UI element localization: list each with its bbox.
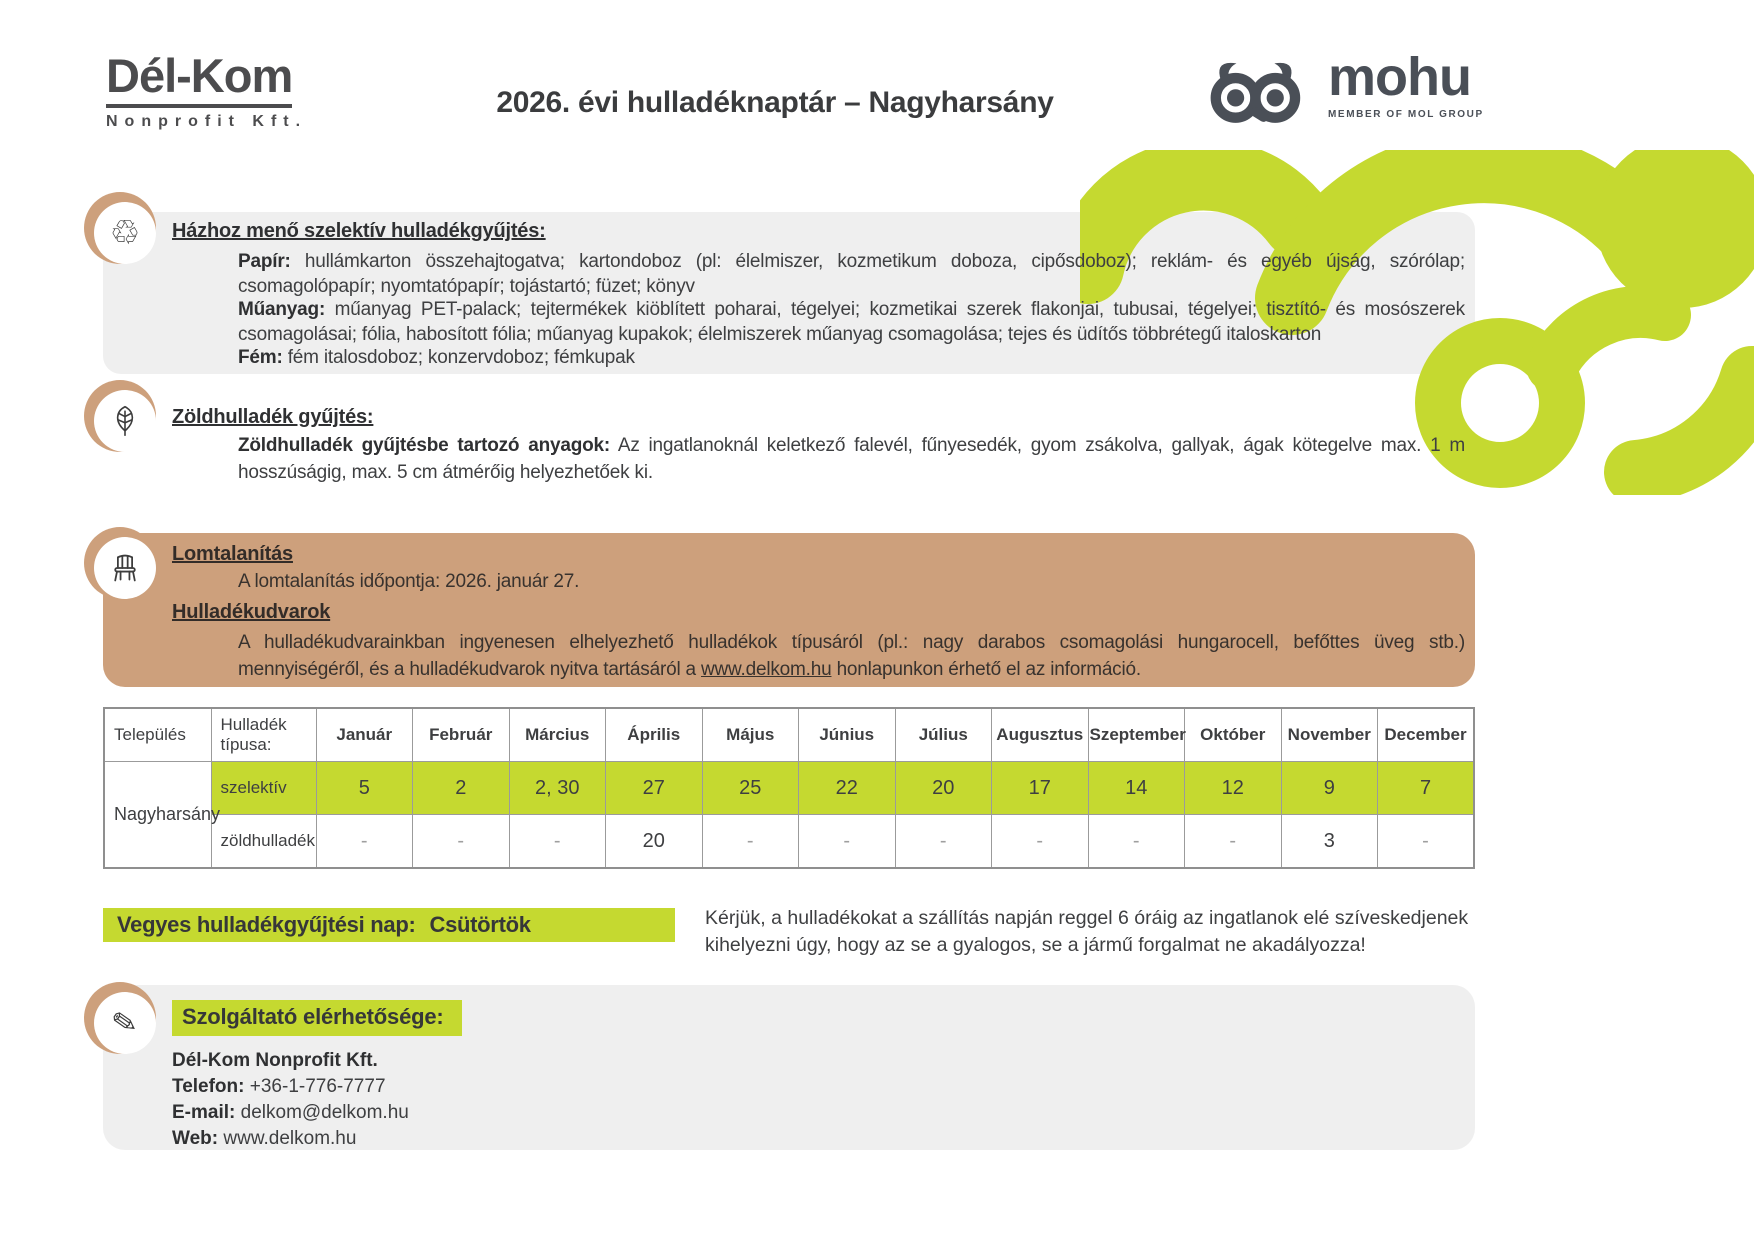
col-month: December xyxy=(1378,708,1475,762)
green-heading: Zöldhulladék gyűjtés: xyxy=(172,406,374,428)
contact-phone-line: Telefon: +36-1-776-7777 xyxy=(172,1076,386,1097)
yards-heading: Hulladékudvarok xyxy=(172,601,331,623)
col-month: Október xyxy=(1185,708,1282,762)
col-month: Május xyxy=(702,708,799,762)
day-cell: 17 xyxy=(992,762,1089,815)
bulky-date-line: A lomtalanítás időpontja: 2026. január 27. xyxy=(238,571,580,592)
delkom-website-link[interactable]: www.delkom.hu xyxy=(701,659,832,680)
selective-paper-label: Papír: xyxy=(238,251,291,272)
table-row-greenwaste xyxy=(104,815,1474,869)
selective-metal-line: Fém: fém italosdoboz; konzervdoboz; fémkupak xyxy=(238,347,635,368)
day-cell: - xyxy=(1378,815,1475,869)
day-cell: - xyxy=(316,815,413,869)
mixed-day-label: Vegyes hulladékgyűjtési nap: xyxy=(117,912,416,937)
mohu-logo-name: mohu xyxy=(1328,47,1471,107)
day-cell: 20 xyxy=(895,762,992,815)
day-cell: - xyxy=(895,815,992,869)
mixed-day-value: Csütörtök xyxy=(429,912,531,937)
col-month: Április xyxy=(606,708,703,762)
mohu-logo-tagline: MEMBER OF MOL GROUP xyxy=(1328,109,1484,121)
leaf-icon xyxy=(109,404,141,438)
contact-phone: +36-1-776-7777 xyxy=(249,1076,386,1097)
col-waste-type: Hulladék típusa: xyxy=(211,708,316,762)
green-paragraph: Zöldhulladék gyűjtésbe tartozó anyagok: Az ingatlanoknál keletkező falevél, fűnyesedék, gyom zsákolva, gallyak, ágak kötegelve max. 1 m hosszúságig, max. 5 cm átmérőig helyezhetőek ki. xyxy=(238,435,1466,483)
waste-type-cell: zöldhulladék xyxy=(211,815,316,869)
green-section-badge xyxy=(92,388,168,464)
day-cell: - xyxy=(799,815,896,869)
day-cell: - xyxy=(702,815,799,869)
delkom-logo-subtitle: Nonprofit Kft. xyxy=(106,113,308,130)
delkom-logo xyxy=(106,49,308,131)
recycle-icon: ♲ xyxy=(109,213,141,253)
contact-email: delkom@delkom.hu xyxy=(240,1102,409,1123)
selective-plastic-label: Műanyag: xyxy=(238,299,326,320)
col-month: Augusztus xyxy=(992,708,1089,762)
day-cell: 2 xyxy=(413,762,510,815)
bulky-heading: Lomtalanítás xyxy=(172,543,293,565)
selective-section-badge xyxy=(92,200,168,276)
day-cell: 22 xyxy=(799,762,896,815)
col-month: Február xyxy=(413,708,510,762)
chair-icon xyxy=(109,552,141,584)
green-label: Zöldhulladék gyűjtésbe tartozó anyagok: xyxy=(238,435,611,456)
col-month: Július xyxy=(895,708,992,762)
day-cell: 7 xyxy=(1378,762,1475,815)
day-cell: 2, 30 xyxy=(509,762,606,815)
col-month: Szeptember xyxy=(1088,708,1185,762)
day-cell: 12 xyxy=(1185,762,1282,815)
col-month: Március xyxy=(509,708,606,762)
table-row-selective xyxy=(104,762,1474,815)
contact-web-line: Web: www.delkom.hu xyxy=(172,1128,357,1149)
day-cell: 27 xyxy=(606,762,703,815)
col-month: Január xyxy=(316,708,413,762)
selective-metal-label: Fém: xyxy=(238,347,283,368)
mixed-day-bar xyxy=(103,908,675,942)
table-header-row xyxy=(104,708,1474,762)
selective-heading: Házhoz menő szelektív hulladékgyűjtés: xyxy=(172,220,546,242)
day-cell: 14 xyxy=(1088,762,1185,815)
day-cell: - xyxy=(1088,815,1185,869)
contact-email-line: E-mail: delkom@delkom.hu xyxy=(172,1102,409,1123)
yards-paragraph: A hulladékudvarainkban ingyenesen elhelyezhető hulladékok típusáról (pl.: nagy darabos csomagolási hungarocell, befőttes üveg stb.) mennyiségéről, és a hulladékudvarok nyitva tartásáról a www.delkom.hu honlapunkon érhető el az információ. xyxy=(238,632,1465,680)
day-cell: 5 xyxy=(316,762,413,815)
day-cell: - xyxy=(509,815,606,869)
selective-plastic-line: Műanyag: műanyag PET-palack; tejtermékek kiöblített poharai, tégelyei; kozmetikai szerek flakonjai, tubusai, tégelyei; tisztító- és mosószerek csomagolásai; fólia, habosított fólia; műanyag kupakok; élelmiszerek műanyag csomagolása; tejes és üdítős többrétegű italoskarton xyxy=(238,299,1465,345)
bulky-section-badge xyxy=(92,535,168,611)
col-month: Június xyxy=(799,708,896,762)
col-settlement: Település xyxy=(104,708,211,762)
settlement-cell: Nagyharsány xyxy=(104,762,211,869)
waste-type-cell: szelektív xyxy=(211,762,316,815)
page-title: 2026. évi hulladéknaptár – Nagyharsány xyxy=(496,86,1054,119)
day-cell: 3 xyxy=(1281,815,1378,869)
placement-note: Kérjük, a hulladékokat a szállítás napján reggel 6 óráig az ingatlanok elé szíveskedjenek kihelyezni úgy, hogy az se a gyalogos, se a jármű forgalmat ne akadályozza! xyxy=(705,907,1469,956)
pencil-icon: ✎ xyxy=(109,1003,141,1043)
contact-heading: Szolgáltató elérhetősége: xyxy=(172,1000,462,1036)
day-cell: - xyxy=(1185,815,1282,869)
contact-section-badge xyxy=(92,990,168,1066)
day-cell: - xyxy=(992,815,1089,869)
contact-company: Dél-Kom Nonprofit Kft. xyxy=(172,1050,378,1071)
collection-calendar-table xyxy=(103,707,1475,869)
day-cell: 25 xyxy=(702,762,799,815)
delkom-logo-name: Dél-Kom xyxy=(106,52,292,108)
contact-details xyxy=(172,1048,409,1152)
day-cell: 20 xyxy=(606,815,703,869)
contact-web: www.delkom.hu xyxy=(223,1128,357,1149)
day-cell: 9 xyxy=(1281,762,1378,815)
mohu-logo xyxy=(1202,47,1484,136)
day-cell: - xyxy=(413,815,510,869)
selective-paper-line: Papír: hullámkarton összehajtogatva; kartondoboz (pl: élelmiszer, kozmetikum doboza, cipősdoboz); reklám- és egyéb újság, szórólap; csomagolópapír; nyomtatópapír; tojástartó; füzet; könyv xyxy=(238,251,1465,297)
col-month: November xyxy=(1281,708,1378,762)
owl-icon xyxy=(1202,52,1314,136)
